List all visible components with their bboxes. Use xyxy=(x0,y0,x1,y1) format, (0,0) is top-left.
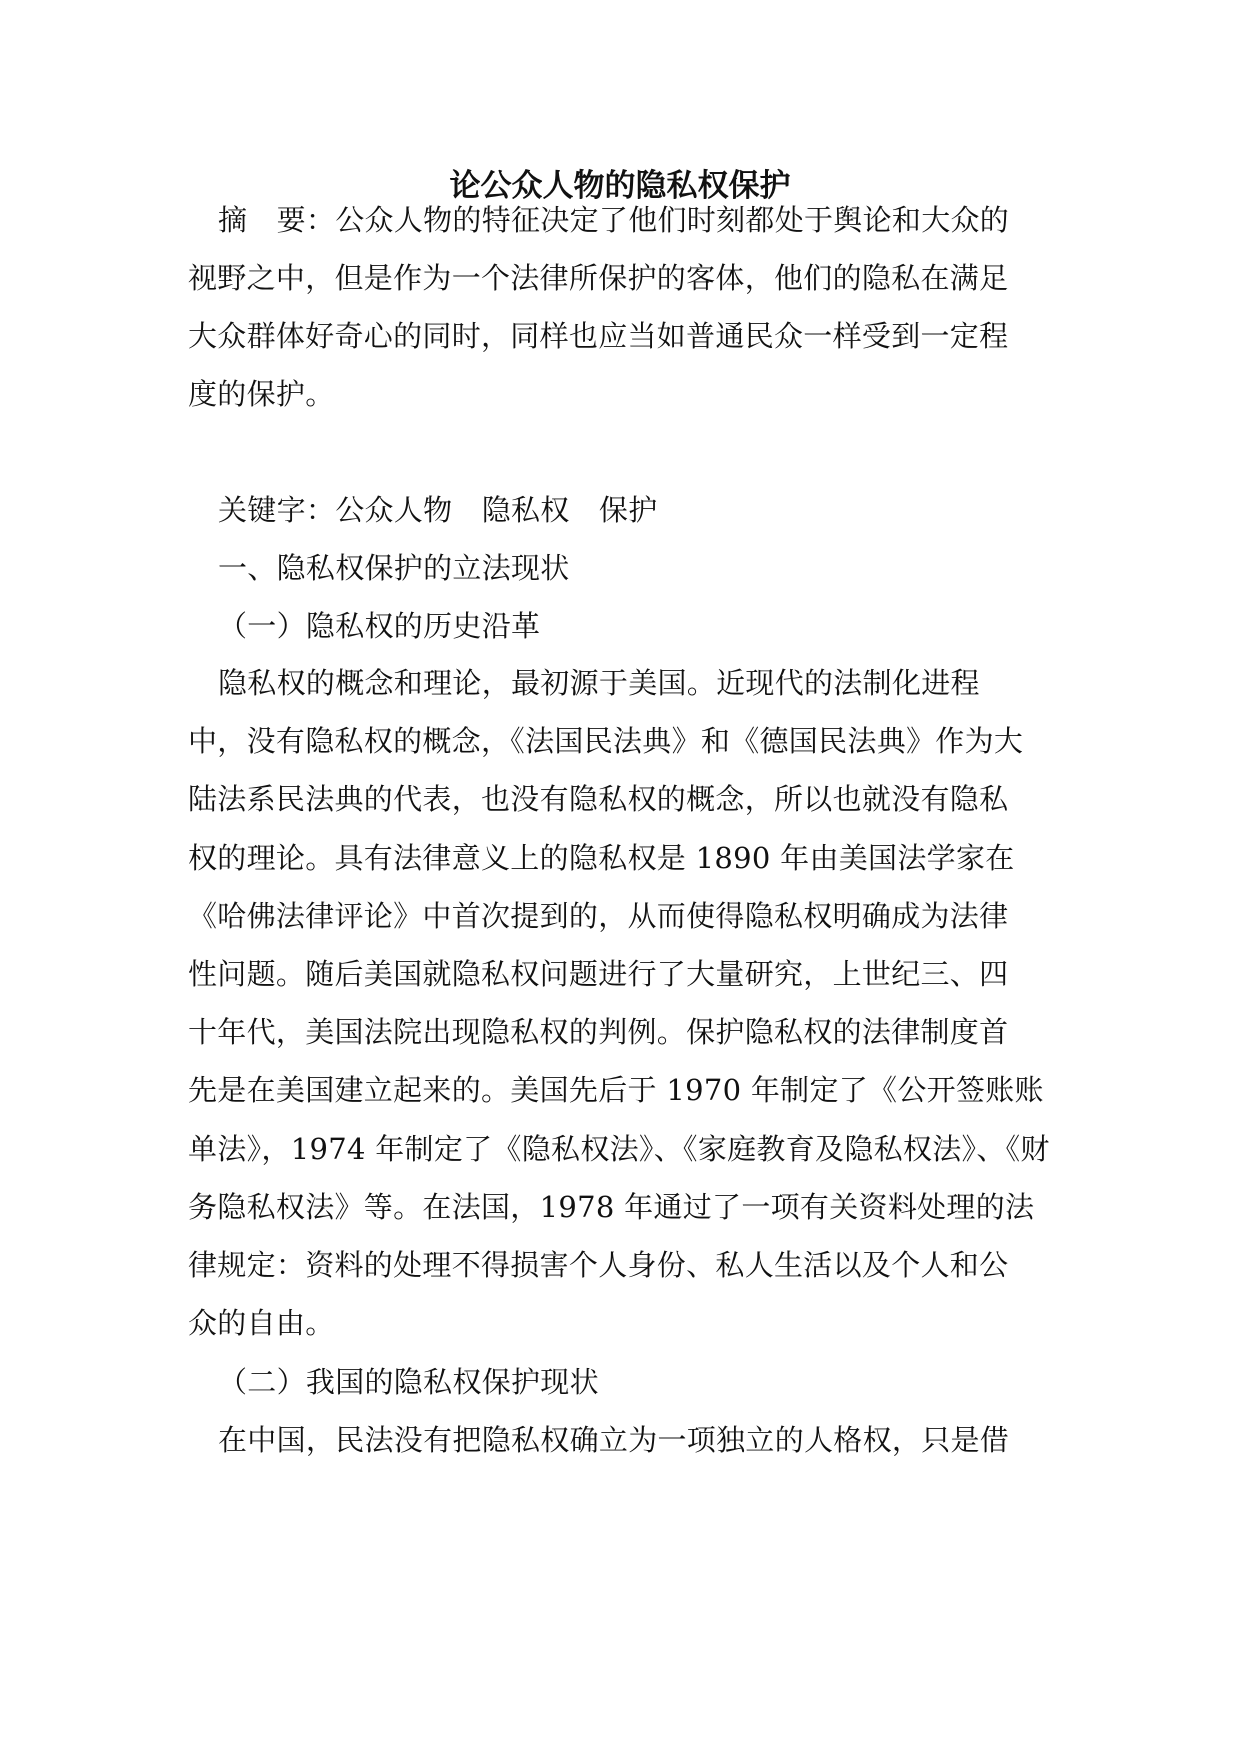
document-title: 论公众人物的隐私权保护 xyxy=(449,168,791,204)
abstract-line: 视野之中，但是作为一个法律所保护的客体，他们的隐私在满足 xyxy=(188,261,1009,295)
abstract-line: 大众群体好奇心的同时，同样也应当如普通民众一样受到一定程 xyxy=(188,319,1009,353)
body-line: 十年代，美国法院出现隐私权的判例。保护隐私权的法律制度首 xyxy=(188,1015,1009,1049)
body-line: 权的理论。具有法律意义上的隐私权是 1890 年由美国法学家在 xyxy=(188,841,1015,875)
subsection-heading: （二）我国的隐私权保护现状 xyxy=(218,1365,599,1399)
body-line: 《哈佛法律评论》中首次提到的，从而使得隐私权明确成为法律 xyxy=(188,899,1009,933)
body-line: 中，没有隐私权的概念，《法国民法典》和《德国民法典》作为大 xyxy=(188,724,1024,758)
body-line: 单法》，1974 年制定了《隐私权法》、《家庭教育及隐私权法》、《财 xyxy=(188,1132,1050,1166)
abstract-line: 摘 要：公众人物的特征决定了他们时刻都处于舆论和大众的 xyxy=(218,203,1010,237)
abstract-line: 度的保护。 xyxy=(188,377,335,411)
keywords-line: 关键字：公众人物 隐私权 保护 xyxy=(218,493,658,527)
body-line: 律规定：资料的处理不得损害个人身份、私人生活以及个人和公 xyxy=(188,1248,1009,1282)
body-line: 先是在美国建立起来的。美国先后于 1970 年制定了《公开签账账 xyxy=(188,1073,1044,1107)
subsection-heading: （一）隐私权的历史沿革 xyxy=(218,609,541,643)
body-line: 在中国，民法没有把隐私权确立为一项独立的人格权，只是借 xyxy=(218,1423,1010,1457)
section-heading: 一、隐私权保护的立法现状 xyxy=(218,551,570,585)
body-line: 性问题。随后美国就隐私权问题进行了大量研究，上世纪三、四 xyxy=(188,957,1009,991)
body-line: 务隐私权法》等。在法国，1978 年通过了一项有关资料处理的法 xyxy=(188,1190,1035,1224)
body-line: 陆法系民法典的代表，也没有隐私权的概念，所以也就没有隐私 xyxy=(188,782,1009,816)
body-line: 众的自由。 xyxy=(188,1306,335,1340)
body-line: 隐私权的概念和理论，最初源于美国。近现代的法制化进程 xyxy=(218,666,980,700)
